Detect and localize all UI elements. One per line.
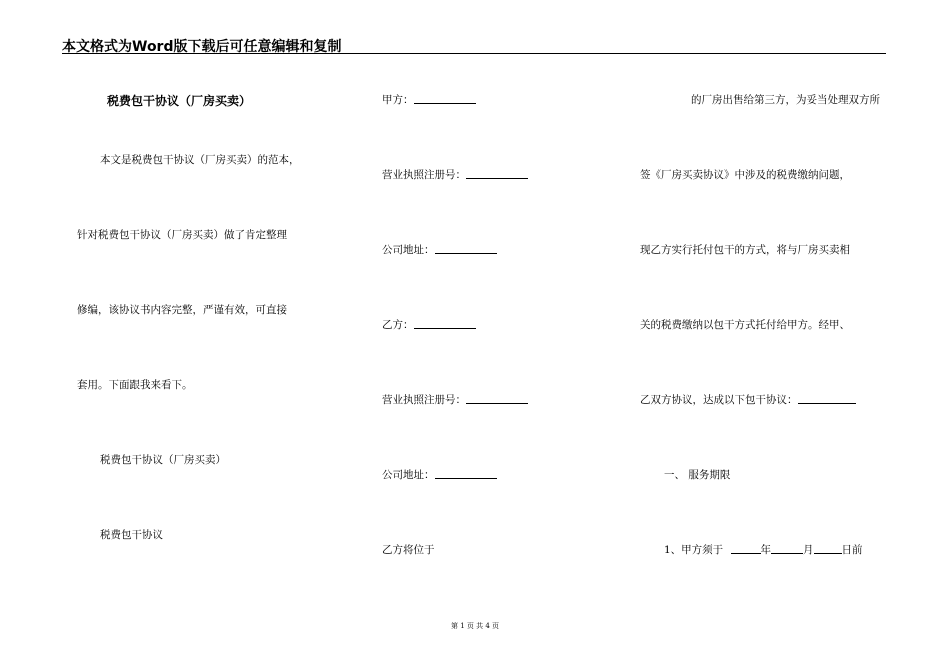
year-blank[interactable] <box>731 543 761 554</box>
day-label: 日前 <box>841 544 863 556</box>
address-label: 公司地址： <box>382 244 435 256</box>
party-b-line <box>382 318 476 332</box>
year-label: 年 <box>760 544 772 556</box>
body-line-1: 的厂房出售给第三方，为妥当处理双方所 <box>691 94 880 106</box>
reg-number-label: 营业执照注册号： <box>382 394 466 406</box>
month-blank[interactable] <box>771 543 803 554</box>
party-a-line <box>382 93 476 107</box>
clause-1-line <box>664 543 863 557</box>
party-a-label: 甲方： <box>382 94 414 106</box>
intro-paragraph-line-1: 本文是税费包干协议（厂房买卖）的范本， <box>100 154 300 166</box>
body-line-4: 关的税费缴纳以包干方式托付给甲方。经甲、 <box>640 319 850 331</box>
address-label: 公司地址： <box>382 469 435 481</box>
clause-1-prefix: 1、甲方须于 <box>664 544 724 556</box>
address-blank[interactable] <box>435 468 497 479</box>
party-b-label: 乙方： <box>382 319 414 331</box>
document-title: 税费包干协议（厂房买卖） <box>107 94 252 108</box>
reg-number-label: 营业执照注册号： <box>382 169 466 181</box>
party-b-blank[interactable] <box>414 318 476 329</box>
party-a-blank[interactable] <box>414 93 476 104</box>
agreement-blank[interactable] <box>798 393 856 404</box>
agreement-intro-text: 乙双方协议，达成以下包干协议： <box>640 394 798 406</box>
agreement-heading: 税费包干协议（厂房买卖） <box>100 454 226 466</box>
party-b-reg-line <box>382 393 528 407</box>
month-label: 月 <box>803 544 814 556</box>
body-line-3: 现乙方实行托付包干的方式，将与厂房买卖相 <box>640 244 850 256</box>
page-number: 第 1 页 共 4 页 <box>450 622 500 630</box>
reg-number-blank[interactable] <box>466 393 528 404</box>
party-b-address-line <box>382 468 497 482</box>
intro-paragraph-line-2: 针对税费包干协议（厂房买卖）做了肯定整理 <box>77 229 287 241</box>
intro-paragraph-line-3: 修编，该协议书内容完整，严谨有效，可直接 <box>77 304 287 316</box>
reg-number-blank[interactable] <box>466 168 528 179</box>
party-a-address-line <box>382 243 497 257</box>
body-line-5 <box>640 393 856 407</box>
day-blank[interactable] <box>814 543 842 554</box>
property-location-line: 乙方将位于 <box>382 544 435 556</box>
section-heading-service-period: 一、 服务期限 <box>664 469 731 481</box>
body-line-2: 签《厂房买卖协议》中涉及的税费缴纳问题， <box>640 169 850 181</box>
party-a-reg-line <box>382 168 528 182</box>
address-blank[interactable] <box>435 243 497 254</box>
header-divider <box>62 53 886 54</box>
document-header: 本文格式为Word版下载后可任意编辑和复制 <box>62 39 342 55</box>
agreement-subheading: 税费包干协议 <box>100 529 163 541</box>
intro-paragraph-line-4: 套用。下面跟我来看下。 <box>77 379 193 391</box>
